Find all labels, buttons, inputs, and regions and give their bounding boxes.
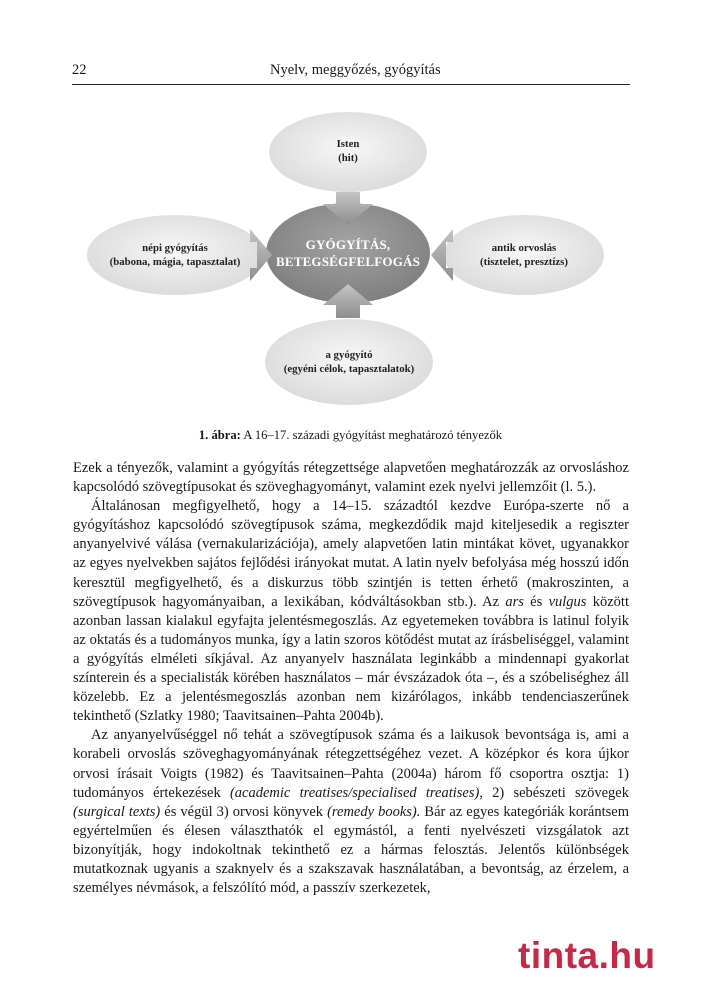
p3-text-b: , 2) sebészeti szövegek	[479, 784, 629, 801]
watermark-logo: tinta.hu	[518, 935, 656, 976]
node-right-line1: antik orvoslás	[491, 242, 557, 254]
caption-label: 1. ábra:	[198, 428, 241, 442]
body-text	[73, 459, 629, 898]
node-left-label	[80, 241, 270, 269]
page-number: 22	[72, 62, 87, 78]
p2-term-ars: ars	[505, 593, 524, 610]
paragraph-2	[73, 497, 629, 726]
paragraph-3	[73, 726, 629, 898]
node-center-line2: BETEGSÉGFELFOGÁS	[275, 254, 421, 269]
node-center-line1: GYÓGYÍTÁS,	[305, 237, 391, 252]
running-title: Nyelv, meggyőzés, gyógyítás	[270, 62, 441, 78]
paragraph-1: Ezek a tényezők, valamint a gyógyítás rétegzettsége alapvetően meghatározzák az orvosláshoz kapcsolódó szövegtípusokat és szöveghagyományt, valamint ezek nyelvi jellemzőit (l. 5.).	[73, 460, 629, 496]
p3-italic-2: (surgical texts)	[73, 803, 161, 820]
figure-diagram	[0, 0, 701, 440]
node-left-line1: népi gyógyítás	[142, 242, 208, 254]
node-top-line1: Isten	[336, 138, 360, 150]
figure-caption	[0, 428, 701, 443]
p2-text-b: és	[523, 593, 549, 610]
node-bottom-label	[259, 348, 439, 376]
node-top-label	[268, 137, 428, 165]
node-center-label	[266, 236, 430, 270]
p3-text-d: Bár az egyes kategóriák korántsem egyértelműen és élesen választhatók el egymástól, a fenti nyelvészeti vizsgálatok azt bizonyítják, hogy indokoltnak tekinthető ez a hármas felosztás. Jelentős különbségek mutatkoznak ugyanis a szaknyelv és a szakszavak használatában, a bevontság, az érzelem, a személyes névmások, a felszólító mód, a passzív szerkezetek,	[73, 803, 629, 897]
node-left-line2: (babona, mágia, tapasztalat)	[109, 256, 241, 268]
p3-text-c: és végül 3) orvosi könyvek	[160, 803, 328, 820]
caption-text: A 16–17. századi gyógyítást meghatározó tényezők	[240, 428, 503, 442]
node-bottom-line2: (egyéni célok, tapasztalatok)	[283, 363, 415, 375]
p2-text-a: Általánosan megfigyelhető, hogy a 14–15. századtól kezdve Európa-szerte nő a gyógyításhoz kapcsolódó szövegtípusok száma, megkezdődik majd kiteljesedik a regiszter anyanyelvivé válása (vernakularizációja), amely alapvetően latin mintákat követ, ugyanakkor az egyes nyelvekben sajátos fejlődési irányokat mutat. A latin nyelv befolyása még hosszú időn keresztül megfigyelhető, és a diskurzus több szintjén is tetten érhető (makroszinten, a szövegtípusok hagyományaiban, a lexikában, kódváltásokban stb.). Az	[73, 498, 629, 610]
p3-text-a: Az anyanyelvűséggel nő tehát a szövegtípusok száma és a laikusok bevontsága is, ami a korabeli orvoslás szöveghagyományának rétegzettségéhez vezet. A középkor és kora újkor orvosi írásait Voigts (1982) és Taavitsainen–Pahta (2004a) három fő csoportra osztja: 1) tudományos értekezések	[73, 727, 629, 801]
p2-text-c: között azonban lassan kialakul egyfajta jelentésmegoszlás. Az egyetemeken továbbra is latinul folyik az oktatás és a tudományos munka, így a latin szoros kötődést mutat az írásbeliséggel, valamint a gyógyítás elméleti síkjával. Az anyanyelv használata leginkább a mindennapi gyakorlat színterein és a specialisták körében használatos – már évszázadok óta –, és a szóbeliséghez áll közelebb. Ez a jelentésmegoszlás azonban nem kizárólagos, inkább tendenciaszerűnek tekinthető (Szlatky 1980; Taavitsainen–Pahta 2004b).	[73, 593, 629, 725]
node-top-line2: (hit)	[338, 152, 358, 164]
node-right-line2: (tisztelet, presztízs)	[480, 256, 568, 268]
p2-term-vulgus: vulgus	[548, 593, 587, 610]
node-right-label	[440, 241, 608, 269]
node-bottom-line1: a gyógyító	[325, 349, 373, 361]
p3-italic-3: (remedy books).	[327, 803, 421, 820]
p3-italic-1: (academic treatises/specialised treatises)	[229, 784, 480, 801]
